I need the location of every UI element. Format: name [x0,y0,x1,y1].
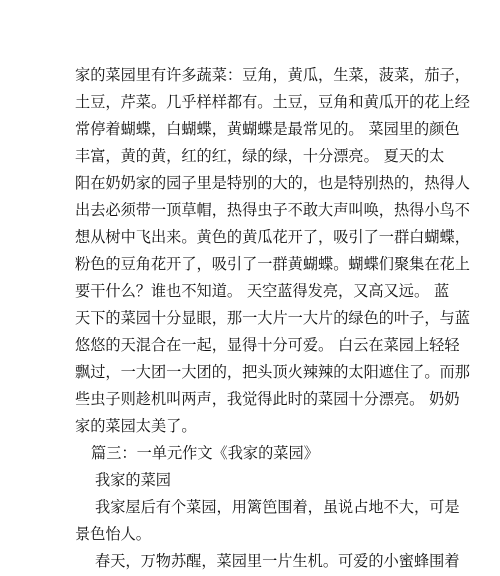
text-line-9: 要干什么？谁也不知道。 天空蓝得发亮，又高又远。 蓝 [75,282,450,300]
text-line-19: 春天，万物苏醒，菜园里一片生机。可爱的小蜜蜂围着 [95,552,460,570]
text-line-17: 我家屋后有个菜园，用篱笆围着，虽说占地不大，可是 [95,498,460,516]
text-line-12: 飘过，一大团一大团的，把头顶火辣辣的太阳遮住了。而那 [75,363,470,381]
essay-title: 我家的菜园 [95,471,171,489]
text-line-11: 悠悠的天混合在一起，显得十分可爱。 白云在菜园上轻轻 [75,336,460,354]
section-heading: 篇三：一单元作文《我家的菜园》 [91,444,319,462]
text-line-10: 天下的菜园十分显眼，那一大片一大片的绿色的叶子，与蓝 [75,309,470,327]
text-line-2: 土豆，芹菜。几乎样样都有。土豆，豆角和黄瓜开的花上经 [75,93,470,111]
text-line-1: 家的菜园里有许多蔬菜：豆角，黄瓜，生菜，菠菜，茄子， [75,66,470,84]
text-line-7: 想从树中飞出来。黄色的黄瓜花开了，吸引了一群白蝴蝶， [75,228,470,246]
text-line-5: 阳在奶奶家的园子里是特别的大的，也是特别热的，热得人 [75,174,470,192]
text-line-14: 家的菜园太美了。 [75,417,197,435]
text-line-6: 出去必须带一顶草帽，热得虫子不敢大声叫唤，热得小鸟不 [75,201,470,219]
text-line-13: 些虫子则趁机叫两声，我觉得此时的菜园十分漂亮。 奶奶 [75,390,460,408]
text-line-4: 丰富，黄的黄，红的红，绿的绿，十分漂亮。 夏天的太 [75,147,445,165]
text-line-8: 粉色的豆角花开了，吸引了一群黄蝴蝶。蝴蝶们聚集在花上 [75,255,470,273]
text-line-18: 景色怡人。 [75,525,151,543]
text-line-3: 常停着蝴蝶，白蝴蝶，黄蝴蝶是最常见的。 菜园里的颜色 [75,120,460,138]
